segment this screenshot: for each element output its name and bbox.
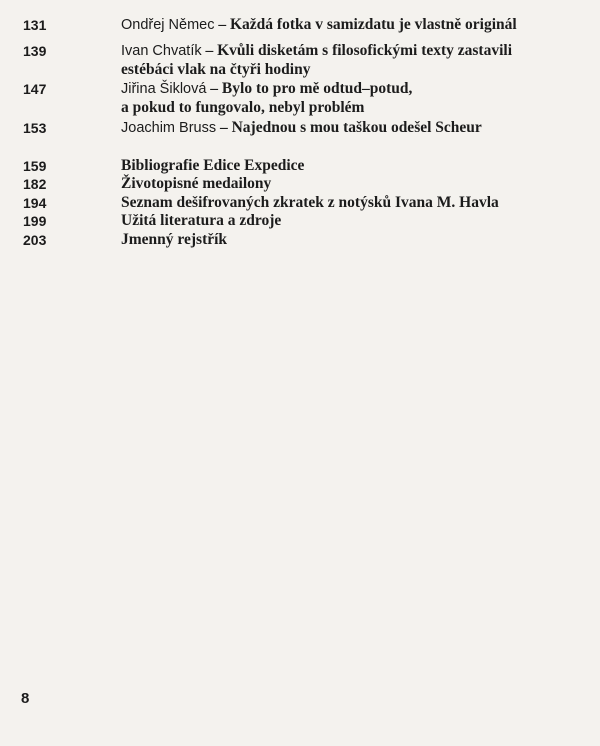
toc-separator: – xyxy=(201,42,218,59)
toc-entry-text xyxy=(121,119,591,138)
toc-line xyxy=(121,80,591,99)
toc-author: Ivan Chvatík xyxy=(121,43,202,59)
toc-entry-text xyxy=(121,80,591,117)
toc-entry-text xyxy=(121,231,591,250)
toc-title-continued: estébáci vlak na čtyři hodiny xyxy=(121,60,311,78)
toc-author: Ondřej Němec xyxy=(121,17,215,33)
toc-page-number: 147 xyxy=(23,81,47,97)
toc-line xyxy=(121,16,591,35)
toc-entry-text xyxy=(121,194,591,213)
toc-page-number: 194 xyxy=(23,195,47,211)
toc-entry-text xyxy=(121,212,591,231)
toc-page-number: 159 xyxy=(23,158,47,174)
toc-entry-text xyxy=(121,16,591,35)
toc-page-number: 199 xyxy=(23,213,47,229)
toc-title: Najednou s mou taškou odešel Scheur xyxy=(231,119,482,136)
toc-line xyxy=(121,42,591,61)
toc-title: Užitá literatura a zdroje xyxy=(121,212,282,229)
toc-title: Životopisné medailony xyxy=(121,175,272,192)
toc-separator: – xyxy=(216,119,232,136)
toc-title: Jmenný rejstřík xyxy=(121,231,228,248)
toc-title: Každá fotka v samizdatu je vlastně originál xyxy=(229,16,517,33)
toc-page-number: 182 xyxy=(23,176,47,192)
toc-separator: – xyxy=(214,16,230,33)
toc-title: Kvůli disketám s filosofickými texty zastavili xyxy=(217,42,513,59)
toc-title: Seznam dešifrovaných zkratek z notýsků Ivana M. Havla xyxy=(121,194,499,211)
toc-page-number: 153 xyxy=(23,120,47,136)
toc-page-number: 203 xyxy=(23,232,47,248)
toc-entry-text xyxy=(121,157,591,176)
toc-title: Bibliografie Edice Expedice xyxy=(121,157,305,174)
toc-title: Bylo to pro mě odtud–potud, xyxy=(221,80,413,97)
toc-author: Joachim Bruss xyxy=(121,120,217,136)
toc-entry-text xyxy=(121,42,591,79)
toc-separator: – xyxy=(206,80,222,97)
toc-entry-text xyxy=(121,175,591,194)
toc-page-number: 131 xyxy=(23,17,47,33)
toc-title-continued: a pokud to fungovalo, nebyl problém xyxy=(121,98,365,116)
page-number: 8 xyxy=(21,690,30,707)
toc-line xyxy=(121,119,591,138)
toc-author: Jiřina Šiklová xyxy=(121,81,207,97)
toc-page-number: 139 xyxy=(23,43,47,59)
